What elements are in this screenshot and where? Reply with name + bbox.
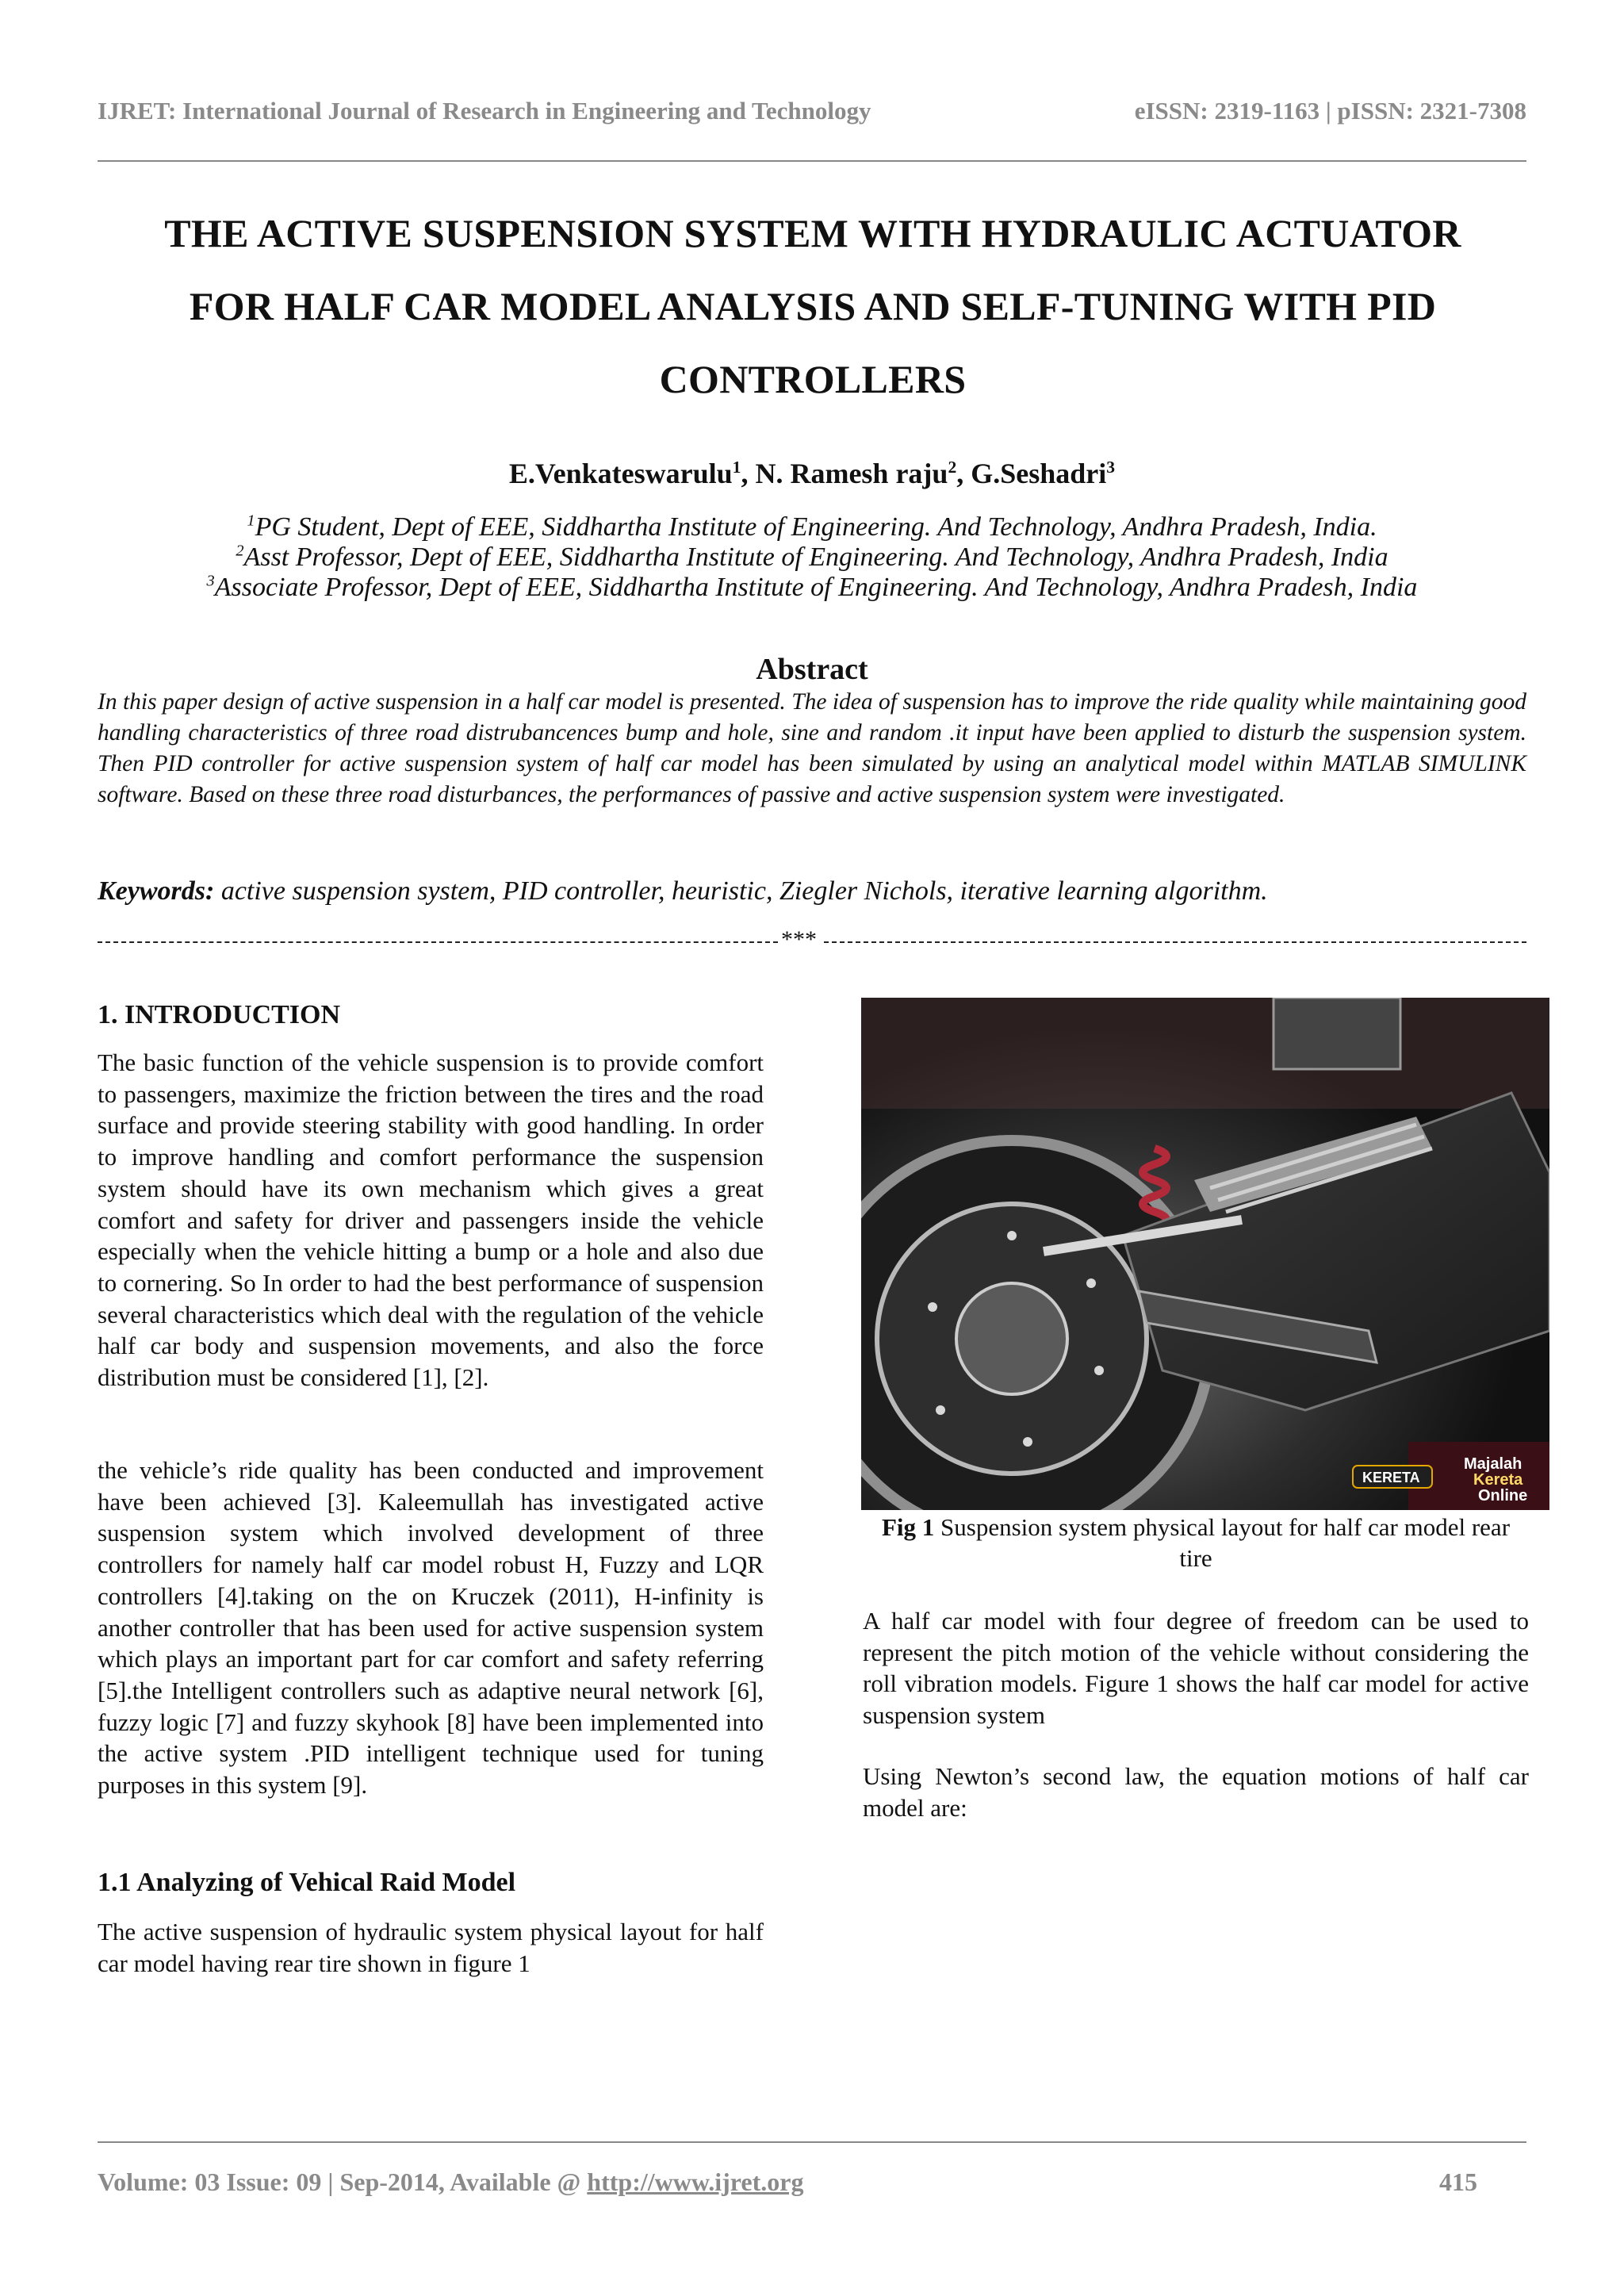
author-2-sup: 2 [948, 458, 957, 477]
journal-name: IJRET: International Journal of Research in Engineering and Technology [98, 97, 871, 125]
figure-caption-text: Suspension system physical layout for half car model rear tire [934, 1513, 1511, 1572]
affiliation-1 [0, 512, 1624, 542]
page-number: 415 [1439, 2168, 1477, 2196]
affiliation-2-text: Asst Professor, Dept of EEE, Siddhartha Institute of Engineering. And Technology, Andhra Pradesh, India [243, 542, 1388, 572]
title-line-2: FOR HALF CAR MODEL ANALYSIS AND SELF-TUNING WITH PID [189, 284, 1437, 328]
title-line-3: CONTROLLERS [659, 357, 967, 401]
affiliation-1-sup: 1 [247, 512, 255, 530]
keywords-text: active suspension system, PID controller, heuristic, Ziegler Nichols, iterative learning algorithm. [214, 876, 1268, 906]
header-rule [98, 160, 1526, 162]
affiliation-3-sup: 3 [206, 572, 215, 590]
subsection-heading: 1.1 Analyzing of Vehical Raid Model [98, 1868, 516, 1897]
intro-paragraph-1: The basic function of the vehicle suspension is to provide comfort to passengers, maximize the friction between the tires and the road surface and provide steering stability with good handling. In order to improve handling and comfort performance the suspension system should have its own mechanism which gives a great comfort and safety for driver and passengers inside the vehicle especially when the vehicle hitting a bump or a hole and also due to cornering. So In order to had the best performance of suspension several characteristics which deal with the regulation of the vehicle half car body and suspension movements, and also the force distribution must be considered [1], [2]. [98, 1048, 764, 1392]
watermark-line-3: Online [1478, 1487, 1528, 1504]
affiliations [0, 512, 1624, 603]
issn-info: eISSN: 2319-1163 | pISSN: 2321-7308 [1134, 97, 1526, 125]
affiliation-1-text: PG Student, Dept of EEE, Siddhartha Institute of Engineering. And Technology, Andhra Pradesh, India. [255, 512, 1377, 542]
affiliation-2 [0, 542, 1624, 573]
figure-caption-label: Fig 1 [881, 1513, 935, 1541]
author-3: , G.Seshadri [956, 458, 1107, 489]
footer-volume-text: Volume: 03 Issue: 09 | Sep-2014, Available @ [98, 2168, 588, 2196]
section-separator [98, 926, 1526, 955]
watermark-line-2: Kereta [1473, 1471, 1523, 1489]
intro-heading: 1. INTRODUCTION [98, 1000, 341, 1029]
subsection-paragraph-1: The active suspension of hydraulic system physical layout for half car model having rear tire shown in figure 1 [98, 1918, 764, 1977]
footer-volume-info [98, 2168, 803, 2197]
affiliation-2-sup: 2 [236, 542, 244, 560]
intro-paragraph-2: the vehicle’s ride quality has been conducted and improvement have been achieved [3]. Kaleemullah has investigated active suspension system which involved development of three controllers for namely half car model robust H, Fuzzy and LQR controllers [4].taking on the on Kruczek (2011), H-infinity is another controller that has been used for active suspension system which plays an important part for car comfort and safety referring [5].the Intelligent controllers such as adaptive neural network [6], fuzzy logic [7] and fuzzy skyhook [8] have been implemented into the active system .PID intelligent technique used for tuning purposes in this system [9]. [98, 1456, 764, 1800]
right-paragraph-1: A half car model with four degree of freedom can be used to represent the pitch motion of the vehicle without considering the roll vibration models. Figure 1 shows the half car model for active suspension system [863, 1607, 1529, 1730]
affiliation-3 [0, 573, 1624, 603]
abstract-heading: Abstract [756, 653, 868, 686]
keywords [98, 876, 1526, 907]
page-header [98, 97, 1526, 128]
figure-caption [863, 1512, 1529, 1573]
suspension-illustration [861, 998, 1549, 1510]
page-footer [98, 2168, 1477, 2199]
separator-stars: *** [781, 926, 817, 953]
watermark-badge: KERETA [1362, 1470, 1420, 1485]
author-1-sup: 1 [732, 458, 741, 477]
right-paragraph-2: Using Newton’s second law, the equation motions of half car model are: [863, 1762, 1529, 1822]
abstract-text: In this paper design of active suspension in a half car model is presented. The idea of suspension has to improve the ride quality while maintaining good handling characteristics of three road distrubancences bump and hole, sine and random .it input have been applied to disturb the suspension system. Then PID controller for active suspension system of half car model has been simulated by using an analytical model within MATLAB SIMULINK software. Based on these three road disturbances, the performances of passive and active suspension system were investigated. [98, 689, 1526, 807]
watermark-line-1: Majalah [1464, 1455, 1522, 1473]
journal-link[interactable]: http://www.ijret.org [587, 2168, 804, 2196]
separator-dash-left [98, 941, 778, 943]
title-line-1: THE ACTIVE SUSPENSION SYSTEM WITH HYDRAULIC ACTUATOR [164, 211, 1461, 255]
author-list [0, 457, 1624, 490]
footer-rule [98, 2141, 1526, 2143]
affiliation-3-text: Associate Professor, Dept of EEE, Siddhartha Institute of Engineering. And Technology, Andhra Pradesh, India [214, 573, 1418, 602]
paper-title [71, 197, 1554, 416]
author-2: , N. Ramesh raju [741, 458, 948, 489]
author-1: E.Venkateswarulu [508, 458, 733, 489]
keywords-label: Keywords: [98, 876, 215, 906]
suspension-photo [861, 998, 1549, 1510]
separator-dash-right [824, 941, 1526, 943]
author-3-sup: 3 [1106, 458, 1116, 477]
